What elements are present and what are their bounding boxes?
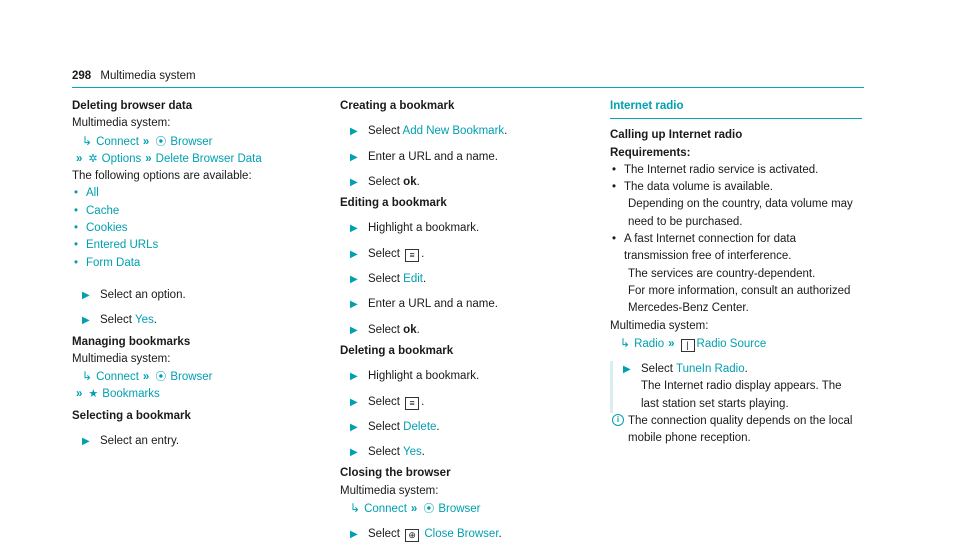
path-separator-icon: » bbox=[142, 135, 150, 148]
step-close-browser: ▶ Select ⊕ Close Browser. bbox=[340, 526, 570, 543]
menu-path bbox=[72, 368, 302, 386]
path-separator-icon: » bbox=[142, 371, 150, 384]
step-select-edit: ▶ Select Edit. bbox=[340, 271, 570, 288]
option-cache[interactable]: • Cache bbox=[72, 203, 302, 220]
step-arrow-icon: ▶ bbox=[350, 396, 358, 408]
requirement-detail: The services are country-dependent. bbox=[628, 267, 816, 280]
step-select-delete: ▶ Select Delete. bbox=[340, 419, 570, 436]
step-arrow-icon: ▶ bbox=[350, 324, 358, 336]
menu-path bbox=[340, 500, 570, 518]
multimedia-system-label: Multimedia system: bbox=[72, 352, 171, 365]
step-arrow-icon: ▶ bbox=[82, 315, 90, 327]
path-separator-icon: » bbox=[668, 337, 675, 350]
step-select-ok: ▶ Select ok. bbox=[340, 322, 570, 339]
step-arrow-icon: ▶ bbox=[350, 371, 358, 383]
options-icon: ✲ bbox=[88, 152, 98, 165]
path-separator-icon: » bbox=[145, 152, 152, 165]
step-result-text: The Internet radio display appears. The last station set starts playing. bbox=[641, 380, 842, 410]
following-options-text: The following options are available: bbox=[72, 170, 252, 183]
heading-deleting-browser-data: Deleting browser data bbox=[72, 100, 193, 112]
path-separator-icon: » bbox=[410, 503, 418, 516]
requirement-detail: Depending on the country, data volume may need to be purchased. bbox=[628, 198, 853, 228]
browser-icon: ⦿ bbox=[155, 371, 167, 384]
link-yes[interactable]: Yes bbox=[402, 446, 422, 459]
menu-path-continued bbox=[72, 151, 302, 168]
heading-managing-bookmarks: Managing bookmarks bbox=[72, 335, 191, 348]
step-arrow-icon: ▶ bbox=[350, 151, 358, 163]
step-select-menu: ▶ Select ≡ . bbox=[340, 394, 570, 411]
section-title-internet-radio: Internet radio bbox=[610, 100, 684, 112]
link-close-browser[interactable]: Close Browser bbox=[424, 528, 499, 541]
link-options[interactable]: Options bbox=[101, 152, 142, 165]
step-arrow-icon: ▶ bbox=[350, 529, 358, 541]
path-start-icon: ↳ bbox=[82, 369, 93, 384]
option-cookies[interactable]: • Cookies bbox=[72, 220, 302, 237]
option-form-data[interactable]: • Form Data bbox=[72, 255, 302, 272]
page-header bbox=[72, 70, 196, 82]
path-start-icon: ↳ bbox=[620, 335, 631, 350]
heading-calling-up-radio: Calling up Internet radio bbox=[610, 129, 743, 142]
star-icon: ★ bbox=[88, 388, 99, 401]
link-browser[interactable]: Browser bbox=[438, 503, 481, 516]
link-radio-source[interactable]: Radio Source bbox=[696, 337, 767, 350]
link-bookmarks[interactable]: Bookmarks bbox=[102, 388, 160, 401]
step-select-yes: ▶ Select Yes. bbox=[72, 312, 302, 329]
step-arrow-icon: ▶ bbox=[350, 248, 358, 260]
heading-deleting-bookmark: Deleting a bookmark bbox=[340, 344, 454, 357]
link-connect[interactable]: Connect bbox=[364, 503, 407, 516]
info-icon: i bbox=[612, 414, 624, 426]
browser-icon: ⦿ bbox=[423, 503, 435, 516]
option-entered-urls[interactable]: • Entered URLs bbox=[72, 237, 302, 254]
step-arrow-icon: ▶ bbox=[350, 223, 358, 235]
requirement-item: • The data volume is available. bbox=[610, 179, 862, 196]
step-add-new-bookmark: ▶ Select Add New Bookmark. bbox=[340, 123, 570, 140]
close-browser-icon: ⊕ bbox=[405, 529, 419, 542]
link-edit[interactable]: Edit bbox=[403, 273, 423, 286]
multimedia-system-label: Multimedia system: bbox=[340, 484, 439, 497]
option-all[interactable]: • All bbox=[72, 185, 302, 202]
step-select-option: ▶ Select an option. bbox=[72, 287, 302, 304]
step-arrow-icon: ▶ bbox=[350, 421, 358, 433]
menu-path-continued bbox=[72, 386, 302, 403]
column-bookmarks bbox=[340, 98, 570, 544]
multimedia-system-label: Multimedia system: bbox=[72, 117, 171, 130]
step-select-entry: ▶ Select an entry. bbox=[72, 433, 302, 450]
requirements-label: Requirements: bbox=[610, 146, 691, 159]
multimedia-system-label: Multimedia system: bbox=[610, 319, 709, 332]
header-divider bbox=[72, 87, 864, 88]
page-header-title: Multimedia system bbox=[100, 70, 196, 82]
page-number: 298 bbox=[72, 70, 92, 82]
ok-icon: ok bbox=[403, 175, 417, 188]
ok-icon: ok bbox=[403, 323, 417, 336]
step-arrow-icon: ▶ bbox=[623, 364, 631, 376]
requirement-item: • The Internet radio service is activated. bbox=[610, 162, 862, 179]
radio-source-icon: | bbox=[681, 339, 695, 352]
path-separator-icon: » bbox=[76, 152, 83, 165]
column-browser-data bbox=[72, 98, 302, 450]
requirement-item: • A fast Internet connection for data transmission free of interference. bbox=[610, 231, 862, 266]
link-connect[interactable]: Connect bbox=[96, 135, 139, 148]
step-arrow-icon: ▶ bbox=[350, 299, 358, 311]
step-arrow-icon: ▶ bbox=[350, 274, 358, 286]
link-browser[interactable]: Browser bbox=[170, 371, 213, 384]
step-arrow-icon: ▶ bbox=[350, 126, 358, 138]
link-browser[interactable]: Browser bbox=[170, 135, 213, 148]
step-arrow-icon: ▶ bbox=[82, 436, 90, 448]
step-arrow-icon: ▶ bbox=[82, 289, 90, 301]
path-start-icon: ↳ bbox=[82, 133, 93, 148]
section-divider bbox=[610, 118, 862, 119]
link-tunein-radio[interactable]: TuneIn Radio bbox=[675, 363, 745, 376]
menu-path bbox=[72, 133, 302, 151]
step-select-ok: ▶ Select ok. bbox=[340, 174, 570, 191]
link-add-new-bookmark[interactable]: Add New Bookmark bbox=[402, 125, 505, 138]
menu-icon: ≡ bbox=[405, 397, 419, 410]
link-yes[interactable]: Yes bbox=[134, 314, 154, 327]
step-arrow-icon: ▶ bbox=[350, 176, 358, 188]
step-highlight-bookmark: ▶ Highlight a bookmark. bbox=[340, 220, 570, 237]
path-separator-icon: » bbox=[76, 388, 83, 401]
step-select-menu: ▶ Select ≡ . bbox=[340, 246, 570, 263]
link-connect[interactable]: Connect bbox=[96, 371, 139, 384]
info-note bbox=[610, 413, 862, 448]
link-radio[interactable]: Radio bbox=[634, 337, 665, 350]
menu-icon: ≡ bbox=[405, 249, 419, 262]
step-select-yes: ▶ Select Yes. bbox=[340, 444, 570, 461]
heading-selecting-bookmark: Selecting a bookmark bbox=[72, 409, 191, 422]
requirement-detail: For more information, consult an authorized Mercedes-Benz Center. bbox=[628, 284, 851, 315]
heading-closing-browser: Closing the browser bbox=[340, 467, 451, 480]
browser-icon: ⦿ bbox=[155, 135, 167, 148]
step-select-tunein: ▶ Select TuneIn Radio. The Internet radio display appears. The last station set starts playing. bbox=[610, 361, 862, 413]
step-highlight-bookmark: ▶ Highlight a bookmark. bbox=[340, 368, 570, 385]
info-note-text: The connection quality depends on the local mobile phone reception. bbox=[628, 415, 853, 445]
step-arrow-icon: ▶ bbox=[350, 447, 358, 459]
column-internet-radio bbox=[610, 98, 862, 448]
step-enter-url: ▶ Enter a URL and a name. bbox=[340, 149, 570, 166]
step-enter-url: ▶ Enter a URL and a name. bbox=[340, 296, 570, 313]
link-delete[interactable]: Delete bbox=[403, 420, 437, 433]
link-delete-browser-data[interactable]: Delete Browser Data bbox=[155, 152, 262, 165]
menu-path bbox=[610, 335, 862, 353]
heading-creating-bookmark: Creating a bookmark bbox=[340, 100, 455, 112]
heading-editing-bookmark: Editing a bookmark bbox=[340, 197, 447, 210]
path-start-icon: ↳ bbox=[350, 501, 361, 516]
